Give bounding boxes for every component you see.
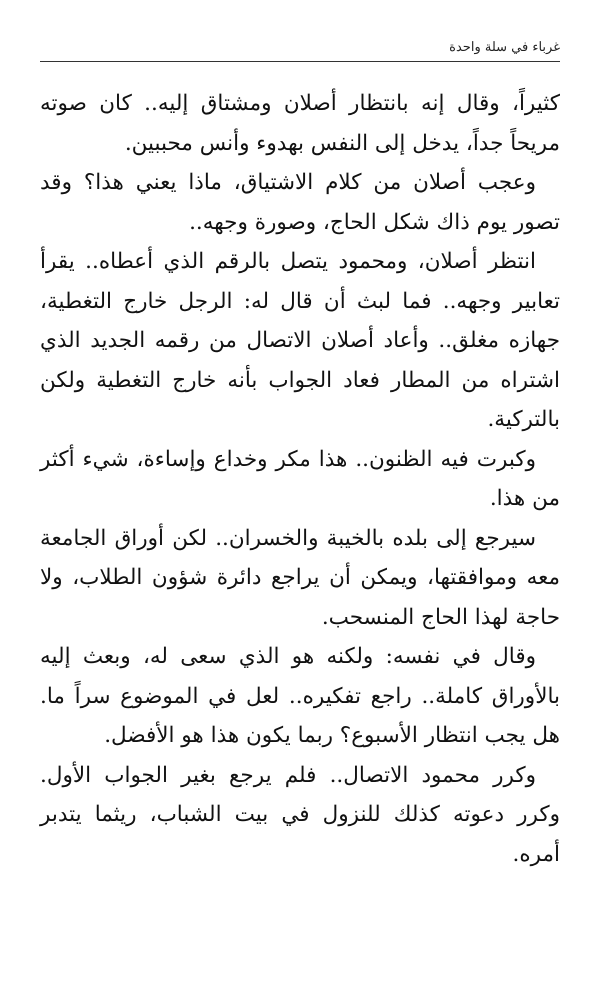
running-header: غرباء في سلة واحدة	[449, 40, 560, 55]
paragraph-3: انتظر أصلان، ومحمود يتصل بالرقم الذي أعطاه.. يقرأ تعابير وجهه.. فما لبث أن قال له: الرجل خارج التغطية، جهازه مغلق.. وأعاد أصلان الاتصال من رقمه الجديد الذي اشتراه من المطار فعاد الجواب بأنه خارج التغطية ولكن بالتركية.	[40, 249, 560, 432]
paragraph-4: وكبرت فيه الظنون.. هذا مكر وخداع وإساءة، شيء أكثر من هذا.	[40, 446, 560, 511]
paragraph-5: سيرجع إلى بلده بالخيبة والخسران.. لكن أوراق الجامعة معه وموافقتها، ويمكن أن يراجع دائرة شؤون الطلاب، ولا حاجة لهذا الحاج المنسحب.	[40, 525, 560, 630]
body-text	[40, 84, 560, 874]
paragraph-2: وعجب أصلان من كلام الاشتياق، ماذا يعني هذا؟ وقد تصور يوم ذاك شكل الحاج، وصورة وجهه..	[40, 170, 560, 235]
paragraph-6: وقال في نفسه: ولكنه هو الذي سعى له، وبعث إليه بالأوراق كاملة.. راجع تفكيره.. لعل في الموضوع سراً ما. هل يجب انتظار الأسبوع؟ ربما يكون هذا هو الأفضل.	[40, 644, 560, 748]
header-divider	[40, 61, 560, 62]
paragraph-1: كثيراً، وقال إنه بانتظار أصلان ومشتاق إليه.. كان صوته مريحاً جداً، يدخل إلى النفس بهدوء وأنس محببين.	[40, 91, 560, 156]
paragraph-7: وكرر محمود الاتصال.. فلم يرجع بغير الجواب الأول. وكرر دعوته كذلك للنزول في بيت الشباب، ريثما يتدبر أمره.	[40, 762, 560, 867]
